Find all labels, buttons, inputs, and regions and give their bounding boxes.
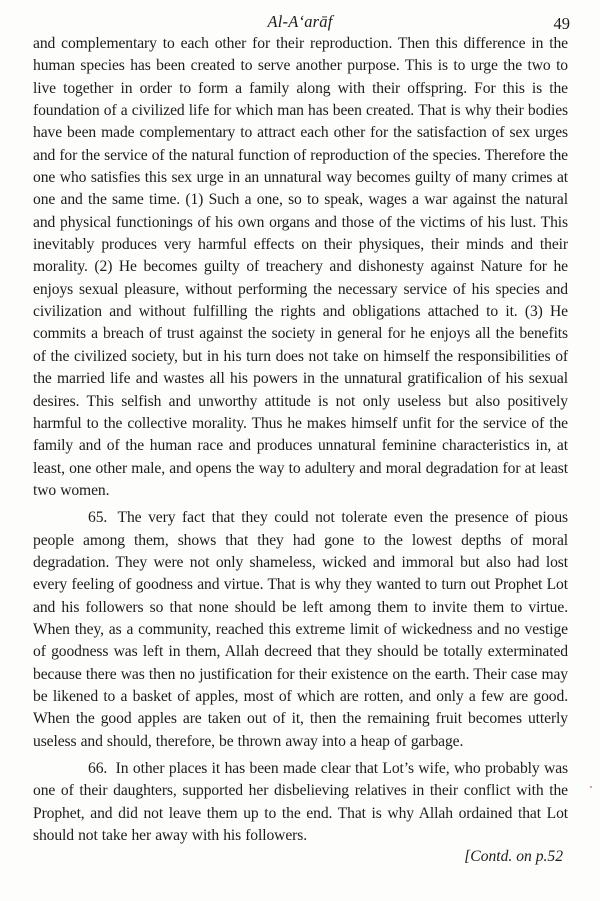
note-number: 65. [88, 509, 108, 527]
note-text: The very fact that they could not tolerate even the presence of pious people among them, shows that they had gone to the lowest depths of moral degradation. They were not only shameless, wicked and immoral but also had lost every feeling of goodness and virtue. That is why they wanted to turn out Prophet Lot and his followers so that none should be left among them to invite them to virtue. When they, as a community, reached this extreme limit of wickedness and no vestige of goodness was left in them, Allah decreed that they should be totally exterminated because there was then no justification for their existence on the earth. Their case may be likened to a basket of apples, most of which are rotten, and only a few are good. When the good apples are taken out of it, then the remaining fruit becomes utterly useless and should, therefore, be thrown away into a heap of garbage. [33, 509, 568, 750]
running-title: Al-A‘arāf [267, 12, 333, 31]
page-number: 49 [553, 14, 570, 33]
scan-speck [590, 786, 592, 788]
note-65 [33, 507, 568, 753]
note-text: In other places it has been made clear that Lot’s wife, who probably was one of their daughters, supported her disbelieving relatives in their conflict with the Prophet, and did not leave them up to the end. That is why Allah ordained that Lot should not take her away with his followers. [33, 760, 568, 845]
note-number: 66. [88, 760, 108, 777]
body-text [33, 33, 568, 847]
note-66 [33, 758, 568, 847]
continuation-note: [Contd. on p.52 [464, 848, 563, 865]
continued-paragraph: and complementary to each other for their reproduction. Then this difference in the human species has been created to serve another purpose. This is to urge the two to live together in order to form a family along with their offspring. For this is the foundation of a civilized life for which man has been created. That is why their bodies have been made complementary to attract each other for the satisfaction of sex urges and for the service of the natural function of reproduction of the species. Therefore the one who satisfies this sex urge in an unnatural way becomes guilty of many crimes at one and the same time. (1) Such a one, so to speak, wages a war against the natural and physical functionings of his own organs and those of the victims of his lust. This inevitably produces very harmful effects on their physiques, their minds and their morality. (2) He becomes guilty of treachery and dishonesty against Nature for he enjoys sexual pleasure, without performing the necessary service of his species and civilization and without fulfilling the rights and obligations attached to it. (3) He commits a breach of trust against the society in general for he enjoys all the benefits of the civilized society, but in his turn does not take on himself the responsibilities of the married life and wastes all his powers in the unnatural gratificalion of his sexual desires. This selfish and unworthy attitude is not only useless but also positively harmful to the collective morality. Thus he makes himself unfit for the service of the family and of the human race and produces unnatural feminine characteristics in, at least, one other male, and opens the way to adultery and moral degradation for at least two women. [33, 35, 568, 499]
